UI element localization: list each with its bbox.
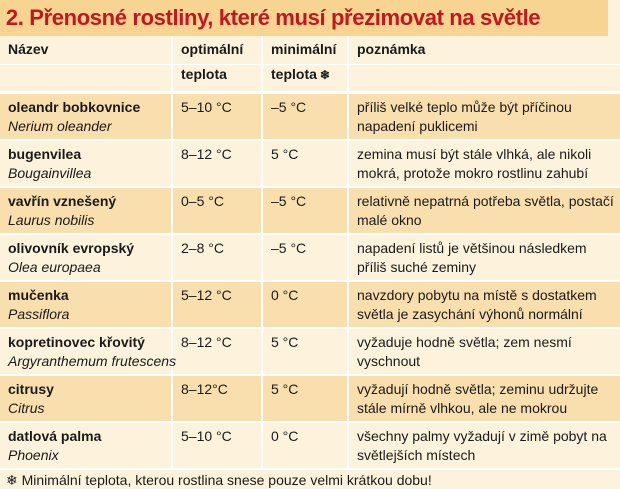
- plant-note: všechny palmy vyžadují v zimě pobyt na světlejších místech: [357, 427, 607, 463]
- minimal-temperature: 0 °C: [262, 422, 348, 469]
- note-cell: [348, 422, 620, 469]
- plant-cell: [0, 187, 172, 234]
- plant-note: zemina musí být stále vlhká, ale nikoli mokrá, protože mokro rostlinu zahubí: [357, 145, 592, 181]
- minimal-temperature: –5 °C: [262, 93, 348, 140]
- note-cell: [348, 328, 620, 375]
- plant-cell: [0, 328, 177, 375]
- optimal-temperature: 8–12 °C: [172, 328, 262, 375]
- note-cell: [348, 375, 620, 422]
- plant-name: oleandr bobkovnice: [8, 99, 141, 115]
- plant-latin-name: Phoenix: [8, 446, 59, 463]
- plant-cell: [0, 422, 172, 469]
- plant-note: vyžaduje hodně světla; zem nesmí vyschnout: [357, 333, 572, 369]
- table-row: [0, 281, 620, 328]
- optimal-temperature: 8–12 °C: [172, 140, 262, 187]
- plants-table: [0, 36, 620, 470]
- note-cell: [348, 281, 620, 328]
- plant-latin-name: Nerium oleander: [8, 118, 112, 134]
- minimal-temperature: 0 °C: [262, 281, 348, 328]
- plant-latin-name: Argyranthemum frutescens: [8, 352, 177, 369]
- plant-cell: [0, 281, 172, 328]
- header-note: poznámka: [348, 36, 620, 65]
- header-name-empty: [0, 65, 172, 93]
- plant-name: bugenvilea: [8, 145, 82, 162]
- plant-name: olivovník evropský: [8, 239, 135, 256]
- plant-latin-name: Passiflora: [8, 305, 70, 322]
- header-optimal-2: teplota: [172, 65, 262, 93]
- header-optimal-1: optimální: [172, 36, 262, 65]
- table-row: [0, 234, 620, 281]
- plant-name: citrusy: [8, 380, 54, 397]
- plant-note: navzdory pobytu na místě s dostatkem světla je zasychání výhonů normální: [357, 286, 597, 322]
- note-cell: [348, 140, 620, 187]
- minimal-temperature: 5 °C: [262, 328, 348, 375]
- optimal-temperature: 8–12°C: [172, 375, 262, 422]
- table-row: [0, 328, 620, 375]
- header-name: Název: [0, 36, 172, 65]
- plant-latin-name: Olea europaea: [8, 258, 101, 275]
- note-cell: [348, 93, 620, 140]
- header-note-empty: [348, 65, 620, 93]
- minimal-temperature: –5 °C: [262, 234, 348, 281]
- footnote: ❄ Minimální teplota, kterou rostlina snese pouze velmi krátkou dobu!: [6, 471, 432, 488]
- plant-note: vyžadují hodně světla; zeminu udržujte stále mírně vlhkou, ale ne mokrou: [357, 380, 599, 416]
- minimal-temperature: –5 °C: [262, 187, 348, 234]
- plant-latin-name: Bougainvillea: [8, 164, 92, 181]
- table-row: [0, 140, 620, 187]
- table-title: 2. Přenosné rostliny, které musí přezimovat na světle: [0, 0, 608, 36]
- optimal-temperature: 0–5 °C: [172, 187, 262, 234]
- table-body: [0, 93, 620, 469]
- plant-cell: [0, 140, 172, 187]
- note-cell: [348, 187, 620, 234]
- table-row: [0, 93, 620, 140]
- table-row: [0, 422, 620, 469]
- table-header: [0, 36, 620, 93]
- minimal-temperature: 5 °C: [262, 375, 348, 422]
- plant-name: vavřín vznešený: [8, 192, 117, 209]
- table-row: [0, 187, 620, 234]
- table-row: [0, 375, 620, 422]
- plant-cell: [0, 93, 172, 140]
- header-minimal-2-text: teplota: [271, 66, 317, 82]
- plant-name: datlová palma: [8, 427, 102, 444]
- minimal-temperature: 5 °C: [262, 140, 348, 187]
- plant-latin-name: Citrus: [8, 399, 45, 416]
- snowflake-icon: ❄: [319, 68, 330, 82]
- optimal-temperature: 5–10 °C: [172, 422, 262, 469]
- plant-note: napadení listů je většinou následkem příliš suché zeminy: [357, 239, 587, 275]
- header-minimal-1: minimální: [262, 36, 348, 65]
- plant-note: relativně nepatrná potřeba světla, postačí malé okno: [357, 192, 614, 228]
- plant-cell: [0, 234, 172, 281]
- optimal-temperature: 5–10 °C: [172, 93, 262, 140]
- plant-cell: [0, 375, 172, 422]
- header-minimal-2: [262, 65, 348, 93]
- plant-latin-name: Laurus nobilis: [8, 211, 95, 228]
- optimal-temperature: 5–12 °C: [172, 281, 262, 328]
- plant-note: příliš velké teplo může být příčinou napadení puklicemi: [357, 99, 572, 134]
- plant-name: kopretinovec křovitý: [8, 333, 145, 350]
- plant-name: mučenka: [8, 286, 69, 303]
- note-cell: [348, 234, 620, 281]
- optimal-temperature: 2–8 °C: [172, 234, 262, 281]
